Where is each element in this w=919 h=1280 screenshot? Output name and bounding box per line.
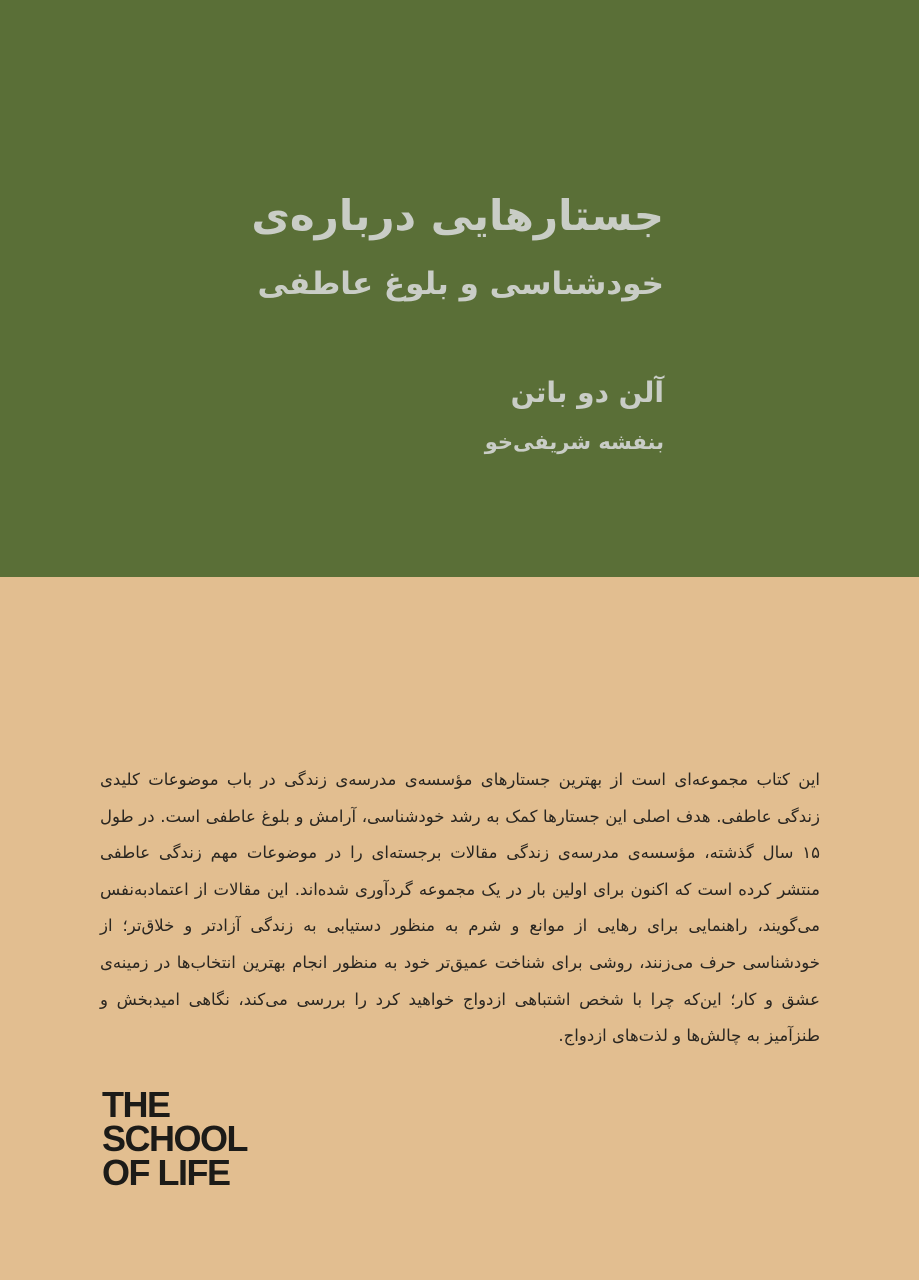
logo-line-school: SCHOOL xyxy=(102,1118,248,1159)
book-title: جستارهایی درباره‌ی xyxy=(251,191,664,240)
author-name: آلن دو باتن xyxy=(510,376,664,409)
publisher-logo xyxy=(102,1084,302,1193)
logo-line-of-life: OF LIFE xyxy=(102,1152,230,1193)
translator-name: بنفشه شریفی‌خو xyxy=(484,430,664,454)
logo-line-the: THE xyxy=(102,1084,170,1125)
cover-top-panel xyxy=(0,0,919,577)
book-description: این کتاب مجموعه‌ای است از بهترین جستارهای مؤسسه‌ی مدرسه‌ی زندگی در باب موضوعات کلیدی زندگی عاطفی. هدف اصلی این جستارها کمک به رشد خودشناسی، آرامش و بلوغ عاطفی است. در طول ۱۵ سال گذشته، مؤسسه‌ی مدرسه‌ی زندگی مقالات برجسته‌ای را در موضوعات مهم زندگی عاطفی منتشر کرده است که اکنون برای اولین بار در یک مجموعه گردآوری شده‌اند. این مقالات از اعتمادبه‌نفس می‌گویند، راهنمایی برای رهایی از موانع و شرم به منظور دستیابی به زندگی آزادتر و خلاق‌تر؛ از خودشناسی حرف می‌زنند، روشی برای شناخت عمیق‌تر خود به منظور انجام بهترین انتخاب‌ها در زمینه‌ی عشق و کار؛ این‌که چرا با شخص اشتباهی ازدواج خواهید کرد را بررسی می‌کند، نگاهی امیدبخش و طنزآمیز به چالش‌ها و لذت‌های ازدواج. xyxy=(100,770,820,1046)
book-subtitle: خودشناسی و بلوغ عاطفی xyxy=(257,266,664,302)
